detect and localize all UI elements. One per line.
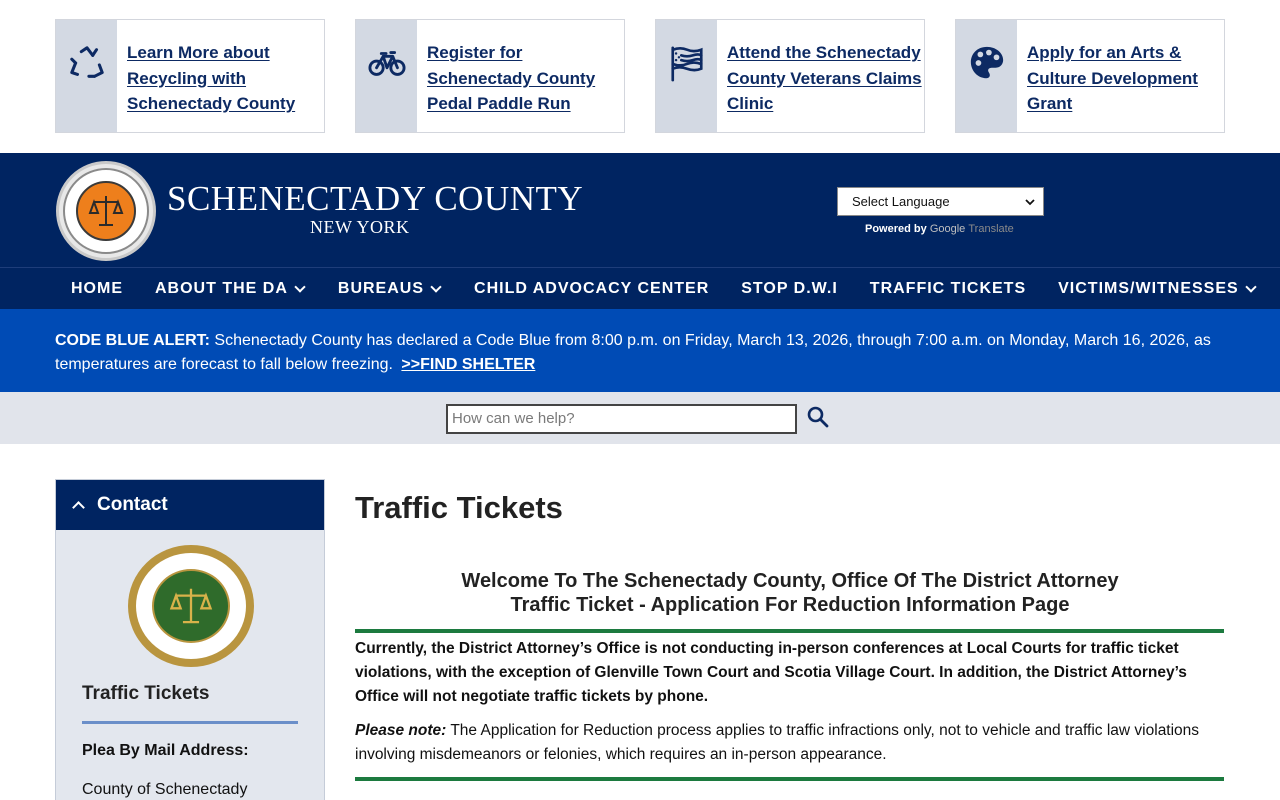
promo-card-recycling[interactable]	[55, 19, 325, 133]
language-select-value: Select Language	[852, 194, 950, 209]
welcome-line-2: Traffic Ticket - Application For Reduction Information Page	[510, 594, 1070, 616]
nav-item-victims-witnesses[interactable]	[1042, 280, 1273, 298]
nav-item-label: BUREAUS	[337, 279, 425, 297]
find-shelter-link[interactable]: >>FIND SHELTER	[401, 356, 536, 373]
google-logo-text[interactable]: Google	[929, 223, 966, 235]
welcome-heading	[355, 569, 1225, 617]
promo-cards	[55, 19, 1225, 133]
county-seal-logo[interactable]	[56, 161, 156, 261]
language-select[interactable]	[837, 187, 1044, 216]
nav-item-home[interactable]	[55, 280, 139, 298]
nav-item-bureaus[interactable]	[322, 280, 458, 298]
search-input[interactable]: How can we help?	[446, 404, 797, 434]
main-nav	[0, 267, 1280, 309]
note-paragraph	[355, 719, 1224, 767]
county-state: NEW YORK	[310, 217, 410, 237]
site-header	[0, 153, 1280, 267]
search-button[interactable]	[806, 405, 830, 429]
chevron-up-icon	[72, 501, 85, 514]
promo-card-label[interactable]: Attend the Schenectady County Veterans Claims Clinic	[727, 43, 922, 113]
contact-heading: Contact	[97, 494, 168, 515]
plea-by-mail-label: Plea By Mail Address:	[82, 742, 249, 759]
address-line: County of Schenectady	[82, 781, 248, 798]
page-title: Traffic Tickets	[355, 490, 563, 525]
promo-card-label[interactable]: Apply for an Arts & Culture Development Grant	[1027, 43, 1198, 113]
nav-item-label: HOME	[71, 279, 123, 297]
note-label: Please note:	[355, 722, 447, 739]
sidebar-title: Traffic Tickets	[82, 683, 210, 704]
district-attorney-seal	[128, 545, 254, 667]
contact-sidebar	[55, 479, 325, 800]
contact-accordion-toggle[interactable]	[56, 480, 324, 530]
nav-item-about-the-da[interactable]	[139, 280, 322, 298]
note-text: The Application for Reduction process applies to traffic infractions only, not to vehicle and traffic law violations involving misdemeanors or felonies, which requires an in-person appearance.	[355, 722, 1200, 763]
promo-card-veterans[interactable]	[655, 19, 925, 133]
powered-by-google-translate	[865, 223, 1014, 235]
promo-card-pedal-paddle[interactable]	[355, 19, 625, 133]
notice-text: Currently, the District Attorney’s Office is not conducting in-person conferences at Local Courts for traffic ticket violations, with the exception of Glenville Town Court and Scotia Village Court. In addition, the District Attorney’s Office will not negotiate traffic tickets by phone.	[355, 640, 1187, 705]
chevron-down-icon	[1025, 194, 1035, 209]
nav-item-child-advocacy-center[interactable]	[458, 280, 725, 298]
county-name[interactable]: SCHENECTADY COUNTY	[167, 179, 584, 218]
nav-item-label: VICTIMS/WITNESSES	[1058, 279, 1239, 297]
scales-icon	[168, 583, 214, 629]
alert-text: Schenectady County has declared a Code Blue from 8:00 p.m. on Friday, March 13, 2026, through 7:00 a.m. on Monday, March 16, 2026, as temperatures are forecast to fall below freezing.	[55, 332, 1211, 373]
code-blue-alert-banner	[0, 309, 1280, 392]
chevron-down-icon	[430, 281, 441, 292]
chevron-down-icon	[294, 281, 305, 292]
flag-icon	[656, 20, 717, 132]
nav-item-label: CHILD ADVOCACY CENTER	[474, 279, 710, 297]
nav-item-label: ABOUT THE DA	[155, 279, 288, 297]
scales-icon	[86, 191, 126, 231]
powered-by-label: Powered by	[865, 223, 927, 235]
promo-card-label[interactable]: Register for Schenectady County Pedal Paddle Run	[427, 43, 596, 113]
palette-icon	[956, 20, 1017, 132]
recycle-icon	[56, 20, 117, 132]
welcome-line-1: Welcome To The Schenectady County, Office Of The District Attorney	[461, 570, 1119, 592]
nav-item-traffic-tickets[interactable]	[854, 280, 1042, 298]
bicycle-icon	[356, 20, 417, 132]
search-bar	[0, 392, 1280, 444]
translate-link[interactable]: Translate	[968, 223, 1014, 235]
promo-card-label[interactable]: Learn More about Recycling with Schenectady County	[127, 43, 296, 113]
chevron-down-icon	[1245, 281, 1256, 292]
promo-card-arts-grant[interactable]	[955, 19, 1225, 133]
alert-label: CODE BLUE ALERT:	[55, 332, 210, 349]
nav-item-label: TRAFFIC TICKETS	[869, 279, 1027, 297]
sidebar-divider	[82, 721, 298, 724]
nav-item-label: STOP D.W.I	[741, 279, 838, 297]
nav-item-stop-dwi[interactable]	[725, 280, 854, 298]
search-icon	[806, 405, 830, 429]
notice-box	[355, 629, 1224, 781]
